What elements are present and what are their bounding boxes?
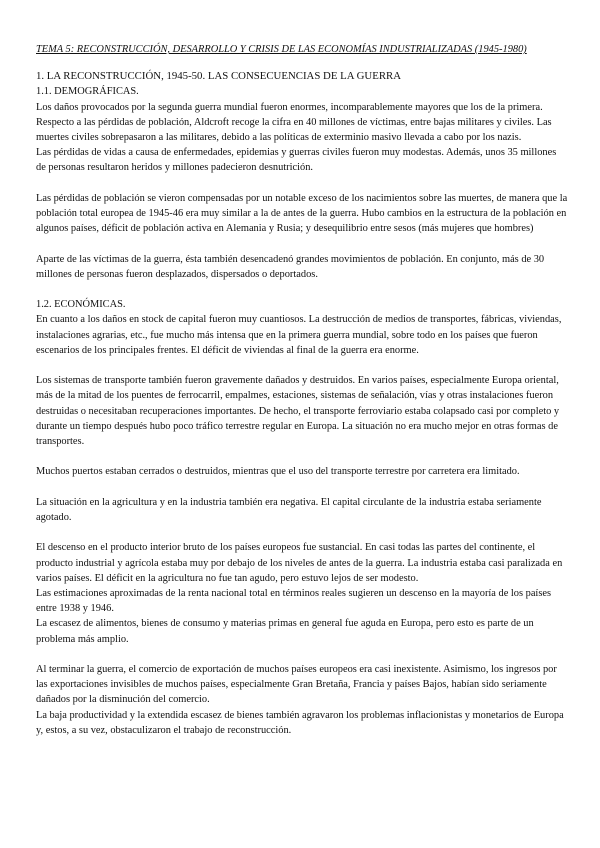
paragraph: La escasez de alimentos, bienes de consumo y materias primas en general fue aguda en Europa, pero esto es parte de un problema más amplio.: [36, 618, 534, 645]
paragraph-gap: [36, 525, 568, 540]
section-heading-reconstruccion: 1. LA RECONSTRUCCIÓN, 1945-50. LAS CONSECUENCIAS DE LA GUERRA: [36, 70, 402, 83]
document-page: [36, 42, 568, 738]
paragraph-gap: [36, 449, 568, 464]
paragraph: Al terminar la guerra, el comercio de exportación de muchos países europeos era casi inexistente. Asimismo, los ingresos por las exportaciones invisibles de muchos países, especialmente Gran Bretaña, Francia y países Bajos, habían sido seriamente dañados por la disminución del comercio.: [36, 664, 557, 706]
subheading-demograficas: 1.1. DEMOGRÁFICAS.: [36, 86, 139, 98]
paragraph: Las estimaciones aproximadas de la renta nacional total en términos reales sugieren un descenso en la mayoría de los países entre 1938 y 1946.: [36, 588, 552, 615]
paragraph: Las pérdidas de población se vieron compensadas por un notable exceso de los nacimientos sobre las muertes, de manera que la población total europea de 1945-46 era muy similar a la de antes de la guerra. Hubo cambios en la estructura de la población en algunos países, déficit de población activa en Alemania y Rusia; y desequilibrio entre sesos (más mujeres que hombres): [36, 192, 568, 235]
paragraph: Aparte de las víctimas de la guerra, ésta también desencadenó grandes movimientos de población. En conjunto, más de 30 millones de personas fueron desplazados, dispersados o deportados.: [36, 253, 545, 280]
paragraph: Las pérdidas de vidas a causa de enfermedades, epidemias y guerras civiles fueron muy modestas. Además, unos 35 millones de personas resultaron heridos y millones padecieron desnutrición.: [36, 147, 557, 174]
paragraph-gap: [36, 480, 568, 495]
paragraph: Muchos puertos estaban cerrados o destruidos, mientras que el uso del transporte terrestre por carretera era limitado.: [36, 466, 520, 478]
paragraph: La situación en la agricultura y en la industria también era negativa. El capital circulante de la industria estaba seriamente agotado.: [36, 496, 542, 523]
paragraph: El descenso en el producto interior bruto de los países europeos fue sustancial. En casi todas las partes del continente, el producto industrial y agrícola estaba muy por debajo de los niveles de antes de la guerra. La industria estaba casi paralizada en varios países. El déficit en la agricultura no fue tan agudo, pero estuvo lejos de ser modesto.: [36, 542, 563, 584]
paragraph: Los daños provocados por la segunda guerra mundial fueron enormes, incomparablemente mayores que los de la primera. Respecto a las pérdidas de población, Aldcroft recoge la cifra en 40 millones de víctimas, entre bajas militares y civiles. Las muertes civiles sobrepasaron a las militares, debido a las políticas de exterminio masivo llevada a cabo por los nazis.: [36, 101, 552, 144]
paragraph: La baja productividad y la extendida escasez de bienes también agravaron los problemas inflacionistas y monetarios de Europa y, estos, a su vez, obstaculizaron el trabajo de reconstrucción.: [36, 709, 564, 736]
document-title: TEMA 5: RECONSTRUCCIÓN, DESARROLLO Y CRISIS DE LAS ECONOMÍAS INDUSTRIALIZADAS (1945-1980): [36, 44, 527, 55]
paragraph-gap: [36, 647, 568, 662]
subheading-economicas: 1.2. ECONÓMICAS.: [36, 299, 126, 311]
paragraph-gap: [36, 282, 568, 297]
paragraph-gap: [36, 176, 568, 191]
paragraph-gap: [36, 236, 568, 251]
paragraph-gap: [36, 358, 568, 373]
paragraph: En cuanto a los daños en stock de capital fueron muy cuantiosos. La destrucción de medios de transportes, fábricas, viviendas, instalaciones agrarias, etc., fue mucho más intensa que en la primera guerra mundial, sobre todo en los países que fueron escenarios de los principales frentes. El déficit de viviendas al final de la guerra era enorme.: [36, 314, 562, 356]
paragraph: Los sistemas de transporte también fueron gravemente dañados y destruidos. En varios países, especialmente Europa oriental, más de la mitad de los puentes de ferrocarril, empalmes, estaciones, sistemas de señalación, vías y otras instalaciones fueron destruidas o necesitaban recuperaciones importantes. De hecho, el transporte ferroviario estaba colapsado casi por completo y durante un tiempo después hubo poco tráfico terrestre regular en Europa. La situación no era mucho mejor en otras formas de transportes.: [36, 375, 560, 448]
